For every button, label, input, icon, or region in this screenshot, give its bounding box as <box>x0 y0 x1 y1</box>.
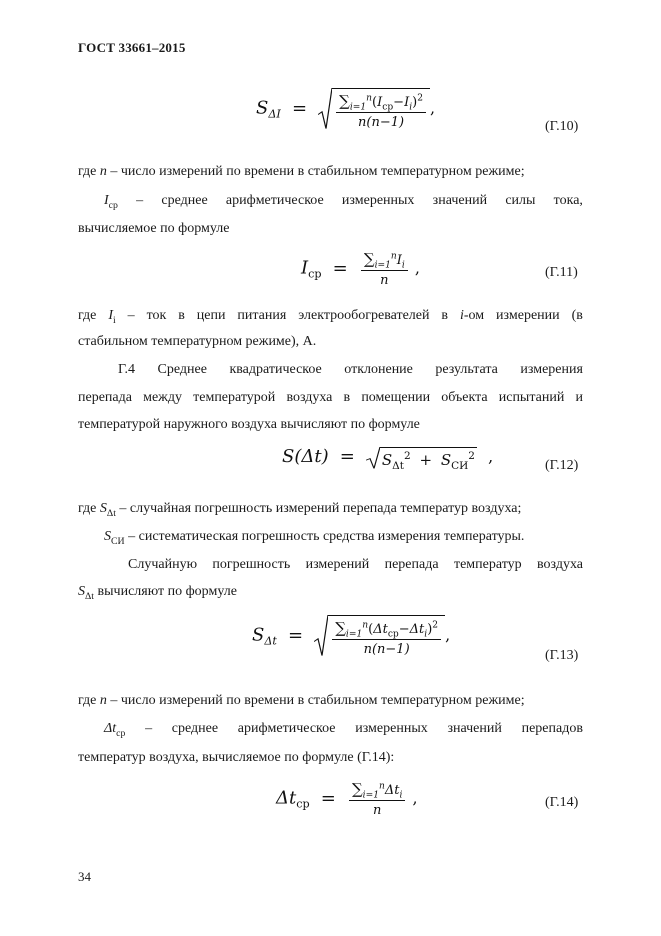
text-line: где $S_{\Delta t}$ – случайная погрешность измерений перепада температур воздуха; <box>78 501 522 519</box>
radical <box>318 88 430 130</box>
text-line: температурой наружного воздуха вычисляют по формуле <box>78 417 420 432</box>
text-line: где n – число измерений по времени в стабильном температурном режиме; <box>78 693 525 708</box>
equation-label-g14: (Г.14) <box>545 795 579 810</box>
fraction: $\frac{\sum_{i=1}^nI_i}{n}$ <box>361 250 408 288</box>
text-line-justified: $\Delta t_{ср}$ – среднее арифметическое измеренных значений перепадов <box>104 721 583 739</box>
text-line: вычисляемое по формуле <box>78 221 230 236</box>
radical <box>314 615 445 657</box>
radical: $S_{\Delta t}^2 + S_{СИ}^2$ <box>366 447 477 469</box>
text-line: температур воздуха, вычисляемое по формуле (Г.14): <box>78 750 395 765</box>
text-line: где n – число измерений по времени в стабильном температурном режиме; <box>78 164 525 179</box>
fraction: $\frac{\sum_{i=1}^n\Delta t_i}{n}$ <box>349 780 405 818</box>
fraction: $\frac{\sum_{i=1}^n(\Delta t_{ср}-\Delta t_i)^2}{n(n-1)}$ <box>332 619 441 657</box>
fraction: $\frac{\sum_{i=1}^n(I_{ср}-I_i)^2}{n(n-1)}$ <box>336 92 426 130</box>
equation-g10: $S_{\Delta I}$ = $\frac{\sum_{i=1}^n(I_{ср}-I_i)^2}{n(n-1)}$ , <box>256 88 435 130</box>
text-line: $S_{СИ}$ – систематическая погрешность средства измерения температуры. <box>104 529 525 547</box>
equation-g14: $\Delta t_{ср}$ = $\frac{\sum_{i=1}^n\Delta t_i}{n}$ , <box>276 780 418 818</box>
equation-label-g12: (Г.12) <box>545 458 579 473</box>
equation-g12: S(Δt) = $S_{\Delta t}^2 + S_{СИ}^2$ , <box>282 446 494 472</box>
text-line-justified: $I_{ср}$ – среднее арифметическое измеренных значений силы тока, <box>104 193 583 211</box>
page-number: 34 <box>78 869 91 884</box>
equation-label-g11: (Г.11) <box>545 265 578 280</box>
radical-sign-icon <box>318 88 332 130</box>
text-line: $S_{\Delta t}$ вычисляют по формуле <box>78 584 237 602</box>
equation-g13: $S_{\Delta t}$ = $\frac{\sum_{i=1}^n(\Delta t_{ср}-\Delta t_i)^2}{n(n-1)}$ , <box>252 615 450 657</box>
text-line-justified: Случайную погрешность измерений перепада температур воздуха <box>128 557 583 572</box>
text-line-justified: перепада между температурой воздуха в помещении объекта испытаний и <box>78 390 583 405</box>
radical-sign-icon <box>314 615 328 657</box>
radical-sign-icon <box>366 447 380 469</box>
equation-g11: $I_{ср}$ = $\frac{\sum_{i=1}^nI_i}{n}$ , <box>301 250 420 288</box>
text-line-justified: где $I_i$ – ток в цепи питания электрообогревателей в i-ом измерении (в <box>78 308 583 326</box>
equation-label-g13: (Г.13) <box>545 648 579 663</box>
equation-label-g10: (Г.10) <box>545 119 579 134</box>
text-line-justified: Г.4 Среднее квадратическое отклонение результата измерения <box>118 362 583 377</box>
text-line: стабильном температурном режиме), А. <box>78 334 317 349</box>
document-header: ГОСТ 33661–2015 <box>78 40 186 55</box>
